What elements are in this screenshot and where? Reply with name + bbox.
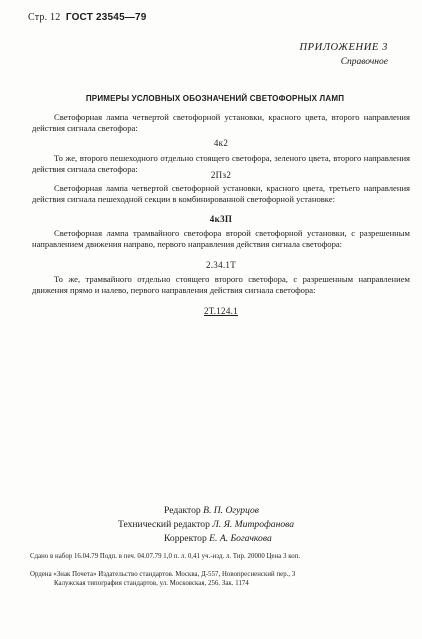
section-title: ПРИМЕРЫ УСЛОВНЫХ ОБОЗНАЧЕНИЙ СВЕТОФОРНЫХ ЛАМП — [85, 94, 345, 103]
tech-editor-role: Технический редактор — [118, 519, 210, 530]
tech-editor-name: Л. Я. Митрофанова — [212, 519, 295, 530]
code-example-2: 2Пз2 — [210, 170, 232, 180]
editor-role: Редактор — [164, 505, 201, 516]
code-example-3: 4к3П — [209, 214, 233, 224]
paragraph-1: Светофорная лампа четвертой светофорной установки, красного цвета, второго направления действия сигнала светофора: — [32, 112, 410, 133]
page-number: Стр. 12 — [28, 12, 61, 23]
tech-editor-credit — [118, 519, 294, 530]
imprint-line-2: Ордена «Знак Почета» Издательство стандартов. Москва, Д-557, Новопресненский пер., 3 — [30, 571, 296, 578]
code-example-4: 2.34.1Т — [205, 260, 237, 270]
appendix-number: ПРИЛОЖЕНИЕ 3 — [299, 42, 388, 53]
corrector-credit — [164, 533, 272, 544]
paragraph-5: То же, трамвайного отдельно стоящего второго светофора, с разрешенным направлением движения прямо и налево, первого направления действия сигнала светофора: — [32, 274, 410, 295]
code-example-5 — [32, 306, 410, 316]
code-example-1: 4к2 — [213, 138, 229, 148]
appendix-note: Справочное — [340, 57, 388, 67]
paragraph-3: Светофорная лампа четвертой светофорной установки, красного цвета, третьего направления действия сигнала пешеходной секции в комбинированной светофорной установке: — [32, 183, 410, 204]
running-header — [28, 12, 147, 23]
standard-number: ГОСТ 23545—79 — [65, 12, 147, 23]
imprint-line-1: Сдано в набор 16.04.79 Подп. в печ. 04.07.79 1,0 п. л. 0,41 уч.-изд. л. Тир. 20000 Цена 3 коп. — [30, 553, 301, 560]
paragraph-4: Светофорная лампа трамвайного светофора второй светофорной установки, с разрешенным направлением движения направо, первого направления действия сигнала светофора: — [32, 228, 410, 249]
imprint-line-3: Калужская типография стандартов, ул. Московская, 256. Зак. 1174 — [54, 580, 249, 587]
editor-credit — [164, 505, 259, 516]
paragraph-2: То же, второго пешеходного отдельно стоящего светофора, зеленого цвета, второго направления действия сигнала светофора: — [32, 153, 410, 174]
corrector-role: Корректор — [164, 533, 207, 544]
appendix-label — [299, 42, 388, 67]
corrector-name: Е. А. Богачкова — [209, 533, 272, 544]
editor-name: В. П. Огурцов — [203, 505, 259, 516]
code-example-5-text: 2Т.124.1 — [204, 306, 238, 316]
